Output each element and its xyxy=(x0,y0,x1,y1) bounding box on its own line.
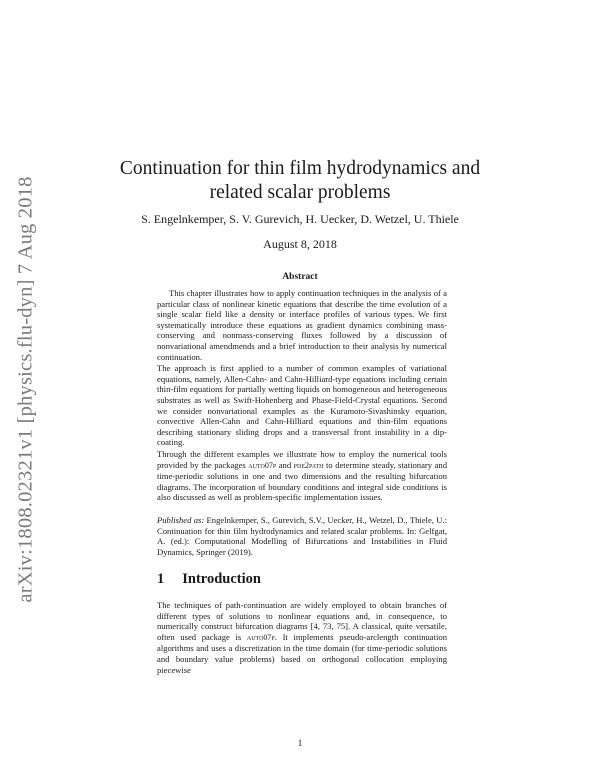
published-as-label: Published as: xyxy=(157,515,205,525)
published-as-note xyxy=(157,515,447,557)
package-name-auto07p-intro: auto07p xyxy=(246,632,275,642)
abstract-heading: Abstract xyxy=(282,272,318,282)
abstract-p3-and: and xyxy=(276,459,294,470)
abstract-paragraph-1: This chapter illustrates how to apply continuation techniques in the analysis of a particular class of nonlinear kinetic equations that describe the time evolution of a single scalar field like a density or interface profiles of various types. We first systematically introduce these equations as gradient dynamics combining mass-conserving and nonmass-conserving fluxes followed by a discussion of nonvariational amendmends and a brief introduction to their analysis by numerical continuation. xyxy=(157,288,447,362)
author-list: S. Engelnkemper, S. V. Gurevich, H. Uecker, D. Wetzel, U. Thiele xyxy=(141,212,459,226)
abstract-paragraph-3 xyxy=(157,449,447,503)
paper-title: Continuation for thin film hydrodynamics and related scalar problems xyxy=(119,158,481,203)
intro-text-end: . It implements pseudo-arclength continuation algorithms and uses a discretization in the time domain (for time-periodic solutions and boundary value problems) based on orthogonal collocation employing piecewise xyxy=(157,631,447,675)
section-heading xyxy=(157,571,261,588)
abstract-body xyxy=(157,288,447,504)
introduction-paragraph xyxy=(157,600,447,675)
abstract-p3-text-end: to determine steady, stationary and time-periodic solutions in one and two dimensions and the resulting bifurcation diagrams. The incorporation of boundary conditions and integral side conditions is also discussed as well as problem-specific implementation issues. xyxy=(157,459,447,503)
abstract-p3-text-start: Through the different examples we illustrate how to employ the numerical tools provided by the packages xyxy=(157,448,447,470)
section-number: 1 xyxy=(157,571,165,587)
package-name-auto07p: auto07p xyxy=(248,460,277,470)
page-number: 1 xyxy=(297,738,303,748)
abstract-paragraph-2: The approach is first applied to a number of common examples of variational equations, namely, Allen-Cahn- and Cahn-Hilliard-type equations including certain thin-film equations for partially wetting liquids on homogeneous and heterogeneous substrates as well as Swift-Hohenberg and Phase-Field-Crystal equations. Second we consider nonvariational examples as the Kuramoto-Sivashinsky equation, convective Allen-Cahn and Cahn-Hilliard equations and thin-film equations describing stationary sliding drops and a transversal front instability in a dip-coating. xyxy=(157,363,447,448)
published-as-citation: Engelnkemper, S., Gurevich, S.V., Uecker, H., Wetzel, D., Thiele, U.: Continuation for thin film hydrodynamics and related scalar problems. In: Gelfgat, A. (ed.): Computational Modelling of Bifurcations and Instabilities in Fluid Dynamics, Springer (2019). xyxy=(157,515,447,557)
intro-text-start: The techniques of path-continuation are widely employed to obtain branches of different types of solutions to nonlinear equations and, in consequence, to numerically construct bifurcation diagrams [4, 73, 75]. A classical, quite versatile, often used package is xyxy=(157,600,447,642)
arxiv-identifier xyxy=(6,175,46,603)
package-name-pde2path: pde2path xyxy=(293,460,324,470)
arxiv-identifier-text: arXiv:1808.02321v1 [physics.flu-dyn] 7 Aug 2018 xyxy=(14,175,37,603)
publication-date: August 8, 2018 xyxy=(263,237,337,251)
section-title: Introduction xyxy=(182,571,261,587)
